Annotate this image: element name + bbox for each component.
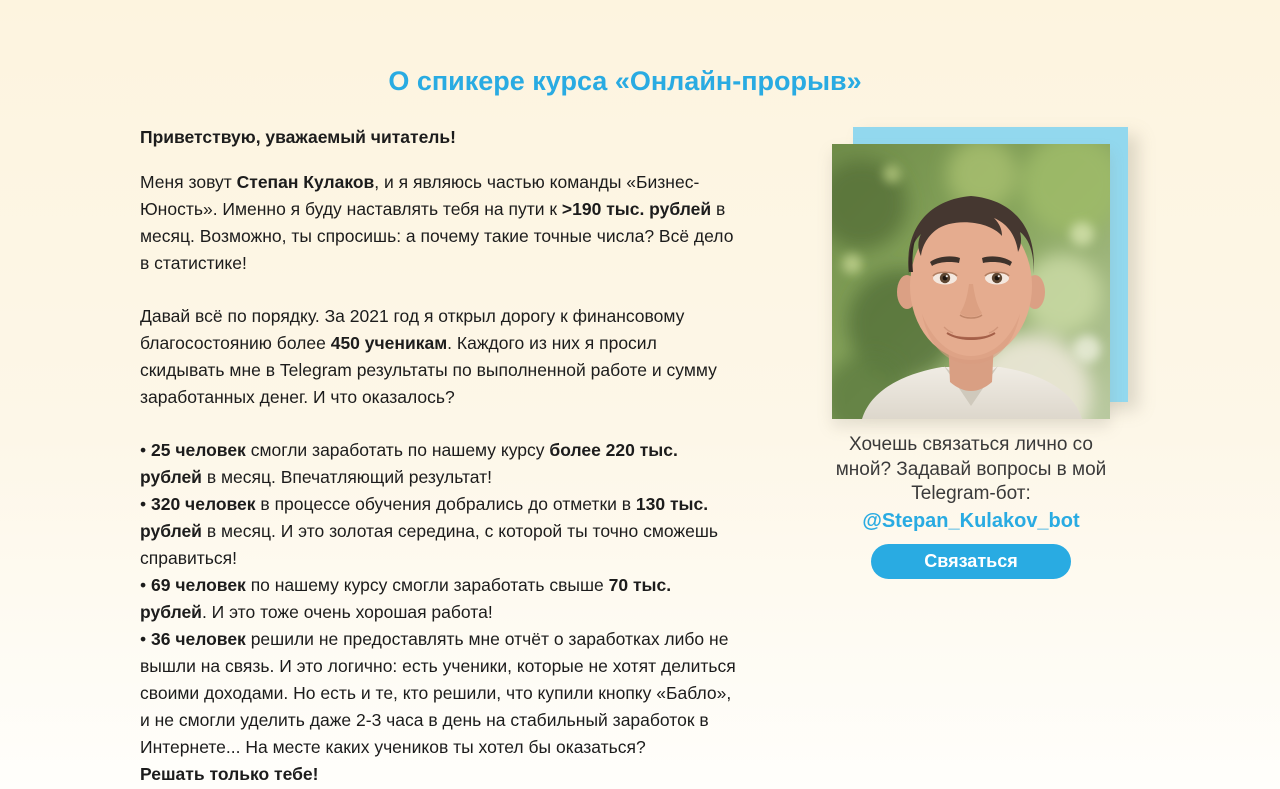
paragraph: • 69 человек по нашему курсу смогли заработать свыше 70 тыс. рублей. И это тоже очень хорошая работа! <box>140 575 672 623</box>
telegram-handle-link[interactable]: @Stepan_Kulakov_bot <box>862 509 1080 532</box>
paragraph: Давай всё по порядку. За 2021 год я открыл дорогу к финансовому благосостоянию более 450 ученикам. Каждого из них я просил скидывать мне в Telegram результаты по выполненной работе и сумму заработанных денег. И что оказалось? <box>140 306 717 408</box>
contact-text: Хочешь связаться лично со мной? Задавай вопросы в мой Telegram-бот: <box>835 434 1107 505</box>
speaker-photo <box>832 144 1110 419</box>
speaker-profile <box>832 124 1110 788</box>
speaker-photo-block <box>832 144 1110 419</box>
paragraph: Меня зовут Степан Кулаков, и я являюсь частью команды «Бизнес-Юность». Именно я буду наставлять тебя на пути к >190 тыс. рублей в месяц. Возможно, ты спросишь: а почему такие точные числа? Всё дело в статистике! <box>140 172 734 274</box>
article-paragraphs <box>140 124 740 788</box>
paragraph: Приветствую, уважаемый читатель! <box>140 127 457 148</box>
paragraph: • 25 человек смогли заработать по нашему курсу более 220 тыс. рублей в месяц. Впечатляющий результат! <box>140 440 678 488</box>
page-container <box>140 18 1110 788</box>
paragraph: Решать только тебе! <box>140 764 319 785</box>
page-title: О спикере курса «Онлайн-прорыв» <box>388 66 862 97</box>
paragraph: • 320 человек в процессе обучения добрались до отметки в 130 тыс. рублей в месяц. И это золотая середина, с которой ты точно сможешь справиться! <box>140 494 718 569</box>
contact-button[interactable]: Связаться <box>871 544 1071 579</box>
content-columns <box>140 124 1110 788</box>
paragraph: • 36 человек решили не предоставлять мне отчёт о заработках либо не вышли на связь. И это логично: есть ученики, которые не хотят делиться своими доходами. Но есть и те, кто решили, что купили кнопку «Бабло», и не смогли уделить даже 2-3 часа в день на стабильный заработок в Интернете... На месте каких учеников ты хотел бы оказаться? <box>140 629 736 758</box>
